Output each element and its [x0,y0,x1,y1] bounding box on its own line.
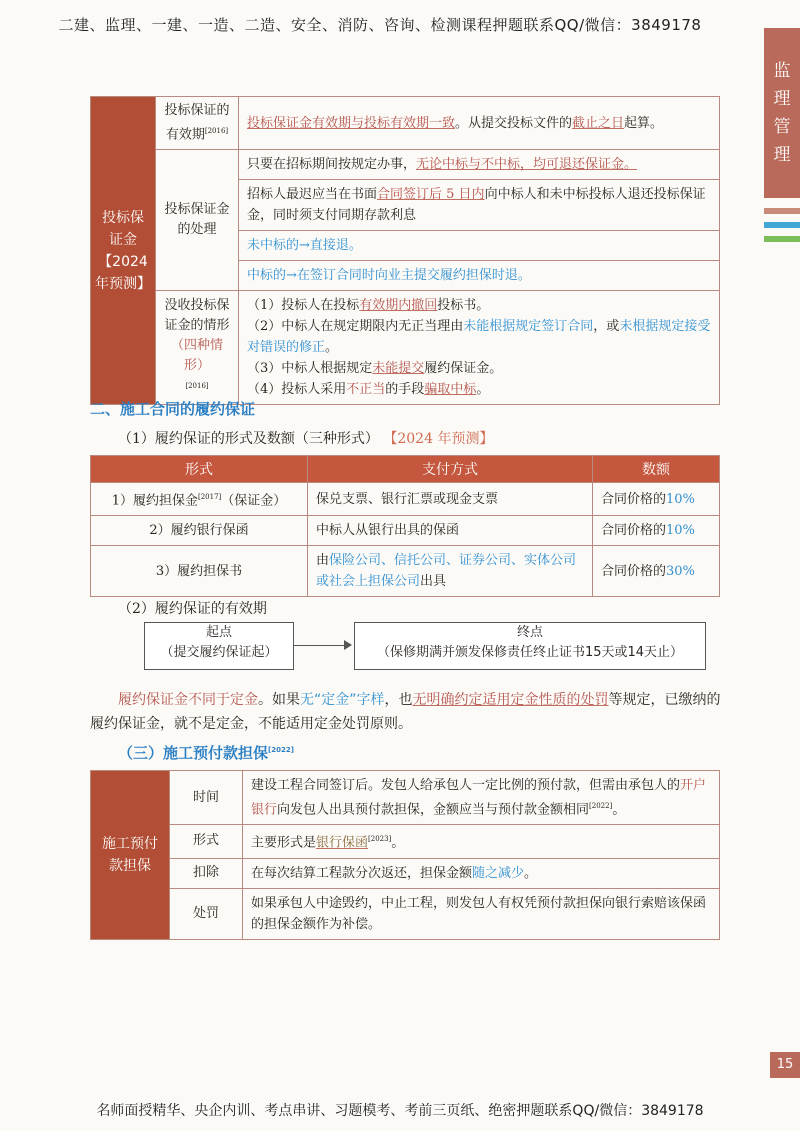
text-segment: 出具 [420,574,447,590]
row-body [239,180,720,231]
header-line: 证金 [109,231,137,248]
side-tab-char: 理 [773,145,791,165]
text-segment: 只要在招标期间按规定办事， [247,157,417,173]
box-title: 终点 [516,625,543,640]
text-segment: 主要形式是 [251,835,317,851]
text-segment: 。如果 [258,692,300,708]
row-label-text: 投标保证的有效期 [164,103,230,143]
row-label: 形式 [170,825,243,858]
year-tag: 【2024 年预测】 [383,431,494,447]
section-title: 二、施工合同的履约保证 [90,400,256,418]
list-item [247,379,711,400]
year-tag: [2023] [368,835,392,844]
text-segment: 无论中标与不中标，均可退还保证金。 [416,157,638,173]
side-tab-char: 理 [773,89,791,109]
year-tag: [2022] [268,746,294,754]
row-body [243,825,720,858]
column-header: 数额 [593,456,720,483]
year-tag: [2022] [589,802,613,810]
text-segment: 未能根据规定签订合同 [463,319,594,335]
end-box [354,622,706,670]
amount-cell [593,516,720,546]
text-segment: 骗取中标 [424,382,477,398]
side-tab-char: 管 [773,117,791,137]
row-label: 处罚 [170,888,243,939]
text-segment: 由 [316,553,330,569]
header-line: 年预测】 [95,275,151,292]
bid-bond-table [90,96,720,405]
row-label [156,150,239,291]
text-segment: 招标人最迟应当在书面 [247,187,378,203]
amount-text: 合同价格的 [601,563,667,579]
list-item [247,295,711,316]
row-body [239,261,720,291]
text-segment: 不正当 [346,382,386,398]
row-label [156,291,239,405]
year-tag: [2016] [204,127,229,135]
row-text [251,836,368,851]
performance-bond-table [90,455,720,597]
table-row [91,483,720,516]
stripe [764,222,800,228]
header-line: 【2024 [98,253,148,270]
list-item [247,358,711,379]
amount-pct: 10% [666,523,695,539]
year-tag: [2016] [185,381,209,390]
row-label: 扣除 [170,858,243,888]
table-row [91,516,720,546]
text-segment: 有效期内撤回 [359,298,438,314]
text-segment: 投标保证金有效期与投标有效期一致 [247,115,456,131]
amount-cell [593,546,720,597]
text-segment: 无“定金”字样 [300,692,385,708]
text-segment: 投标书。 [437,298,490,314]
bid-bond-header [91,97,156,405]
deposit-note [90,688,722,736]
side-tab [764,28,800,198]
sub-title [118,428,493,448]
pay-cell [308,483,593,516]
form-cell: 2）履约银行保函 [91,516,308,546]
start-box [144,622,294,670]
text-segment: 开户银行 [251,778,707,818]
text-segment: 合同签订后 5 日内 [377,187,485,203]
text-segment: 未中标的→直接退。 [247,238,362,254]
text-segment: 等规定，已缴纳的履约保证金，就不是定金，不能适用定金处罚原则。 [90,692,721,732]
box-desc: （保修期满并颁发保修责任终止证书15天或14天止） [376,645,684,660]
header-line: 投标保 [102,209,144,226]
text-segment: 。从提交投标文件的 [455,115,573,131]
text-segment: 起算。 [624,115,664,131]
column-header: 形式 [91,456,308,483]
side-stripes [764,208,800,250]
stripe [764,236,800,242]
text-segment: 在每次结算工程款分次返还，担保金额 [251,865,473,881]
advance-payment-table [90,770,720,940]
text-segment: 银行保函 [316,835,369,851]
column-header: 支付方式 [308,456,593,483]
text-segment: （1）投标人在投标 [247,298,360,314]
year-tag: [2017] [197,493,222,501]
row-text: 。 [612,802,626,818]
row-body [243,771,720,825]
sub-title: （2）履约保证的有效期 [118,601,267,617]
row-body [243,858,720,888]
section-title-text: （三）施工预付款担保 [118,744,269,762]
row-label-text: 投标保证金的处理 [164,202,230,238]
text-segment: 。 [476,382,490,398]
text-segment: 的手段 [385,382,425,398]
text-segment: 保兑支票、银行汇票或现金支票 [316,491,499,507]
row-body [239,291,720,405]
row-label [156,97,239,150]
row-body [239,231,720,261]
text-segment: ，或 [593,319,620,335]
amount-text: 合同价格的 [601,491,667,507]
text-segment: ，也 [384,692,413,708]
text-segment: 中标的→在签订合同时向业主提交履约担保时退。 [247,268,531,284]
row-text: 。 [391,835,405,851]
text-segment: （3）中标人根据规定 [247,361,373,377]
amount-cell [593,483,720,516]
header-line: 施工预付 [102,835,158,852]
pay-cell [308,546,593,597]
text-segment: 中标人从银行出具的保函 [316,523,460,539]
row-label: 时间 [170,771,243,825]
amount-pct: 10% [666,491,695,507]
page-number: 15 [770,1052,800,1078]
row-body [239,97,720,150]
row-body [239,150,720,180]
advance-payment-header [91,771,170,940]
form-text: （保证金） [221,493,287,509]
text-segment: 未根据规定接受对错误的修正 [247,319,711,356]
list-item [247,316,711,358]
text-segment: 保险公司、信托公司、证券公司、实体公司或社会上担保公司 [316,553,577,590]
text-segment: 截止之日 [572,115,625,131]
sub-title-text: （1）履约保证的形式及数额（三种形式） [118,431,379,447]
form-cell [91,483,308,516]
text-segment: 如果承包人中途毁约，中止工程，则发包人有权凭预付款担保向银行索赔该保函的担保金额作为补偿。 [251,895,707,932]
text-segment: 向发包人出具预付款担保，金额应当与预付款金额相同 [277,802,590,818]
arrow-head [344,640,352,650]
row-label-text: 没收投标保证金的情形 [164,297,230,333]
form-cell: 3）履约担保书 [91,546,308,597]
text-segment: 随之减少 [472,865,525,881]
header-banner: 二建、监理、一建、一造、二造、安全、消防、咨询、检测课程押题联系QQ/微信：3849178 [58,16,702,34]
text-segment: 履约保证金不同于定金 [118,692,258,708]
form-text: 1）履约担保金 [111,493,198,509]
row-text [251,778,706,817]
section-title [118,742,294,763]
pay-cell [308,516,593,546]
text-segment: 。 [325,340,339,356]
text-segment: 未能提交 [372,361,425,377]
header-line: 款担保 [109,857,151,874]
box-desc: （提交履约保证起） [160,645,278,660]
amount-pct: 30% [666,563,695,579]
text-segment: （4）投标人采用 [247,382,347,398]
text-segment: 建设工程合同签订后。发包人给承包人一定比例的预付款，但需由承包人的 [251,778,681,793]
text-segment: 。 [524,865,538,881]
row-label-text: （四种情形） [170,337,223,373]
footer-banner: 名师面授精华、央企内训、考点串讲、习题模考、考前三页纸、绝密押题联系QQ/微信：3849178 [96,1103,704,1119]
arrow-line [294,645,346,646]
text-segment: （2）中标人在规定期限内无正当理由 [247,319,464,335]
box-title: 起点 [205,625,232,640]
text-segment: 无明确约定适用定金性质的处罚 [412,692,609,708]
side-tab-char: 监 [773,61,791,81]
table-row [91,546,720,597]
text-segment: 履约保证金。 [424,361,503,377]
amount-text: 合同价格的 [601,523,667,539]
text-segment: 向中标人和未中标投标人退还投标保证金，同时须支付同期存款利息 [247,187,706,224]
stripe [764,208,800,214]
row-body [243,888,720,939]
